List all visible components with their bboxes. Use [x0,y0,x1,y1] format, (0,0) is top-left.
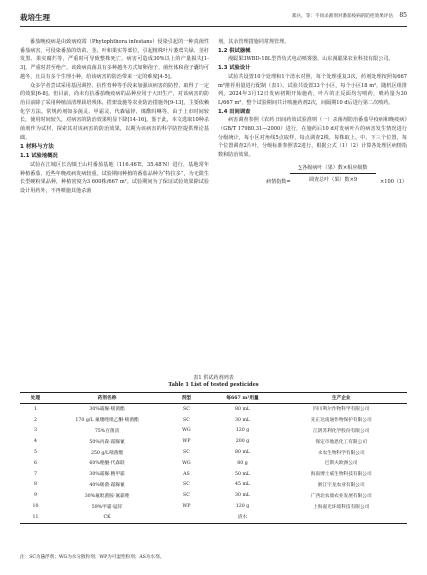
table-cell: 清水 [210,512,276,523]
intro-paragraph-1: 番茄晚疫病是由致病疫霉（Phytophthora infestans）侵染引起的一种真菌性番茄病害，可侵染番茄的幼苗、茎、叶和果实等部位，引起植株叶片萎蔫失绿、茎秆发黑、果实腐烂等，严重时可导致整株死亡，病害可造成30%以上的产量损失[1-3]，严重时甚至绝产。该致病真菌具有多种越冬方式如卵孢子、菌丝体和孢子囊均可越冬，且具有多个生理小种，给该病害的防治带来一定的难度[4-5]。 [20,39,209,80]
table-cell: 6 [33,460,37,466]
table-cell: 1 [33,406,37,412]
table-cell: WP [182,504,191,510]
table-cell: 200 g [235,439,250,445]
table-row [20,447,407,458]
pesticide-table [20,392,407,524]
table-cell: 海南博士威生物科技有限公司 [310,472,372,478]
disease-index-formula [218,160,407,204]
subsection-heading-equipment: 1.2 供试器械 [218,47,251,54]
table-cell [163,512,209,523]
table-row [20,426,407,437]
table-cell: CK [51,512,163,523]
table-caption [20,375,407,389]
table-cell: 80 mL [234,450,250,456]
subsection-heading-survey: 1.4 田间调查 [218,108,251,115]
page-header [20,12,407,27]
equipment-paragraph: 漫聪果3WBD-18L型背负式电动喷雾器，山东漫聪果农业科技有限公司。 [228,56,394,63]
table-cell: 保定市地恩化工有限公司 [315,439,367,445]
table-cell: 250 g/L嘧菌酯 [90,450,124,456]
table-cell: 75%百菌清 [94,428,120,434]
table-cell: 广西北农康农业发展有限公司 [310,493,372,499]
table-cell: 50%丙森·霜脲氰 [89,439,125,445]
table-cell: 50 mL [234,471,250,477]
table-cell: 5 [33,450,37,456]
table-header-row [20,393,407,404]
table-cell: 60%唑醚·代森联 [89,461,125,467]
formula-denominator: 调查总叶（果）数×9 [308,176,358,183]
table-cell: 80 mL [234,406,250,412]
subsection-heading-design: 1.3 试验设计 [218,65,251,72]
table-header-cell: 剂型 [163,393,209,404]
table-cell: SC [182,406,190,412]
table-cell: 170 g/L 氟噻唑吡乙酮·嘧菌酯 [75,418,139,424]
formula-lhs: 病情指数= [266,178,291,185]
intro-paragraph-2: 众多学者尝试采用基因调控、抗性育种等手段来加强该病害的防控，取得了一定的效果[6-8]。但目前，尚未有抗番茄晚疫病的品种应用于大田生产，对该病害的防治目前除了采用种植前清理栽培残体、搭架设施等农业防治措施外[9-13]，主要依赖化学方法。常规药剂如多菌灵、甲霜灵、代森锰锌、烯酰吗啉等，由于上市时间较长，使用时间较久，对病害的防治效果明显下降[14-16]。鉴于此，本文选取10种杀菌剂作为试材，探索其对该病害的防治效果，以期为该病害的科学防控提供理论基础。 [20,82,209,141]
right-column [218,38,407,204]
table-cell: SC [182,417,190,423]
table-cell: SC [182,450,190,456]
table-row [20,490,407,501]
table-header-cell: 每667 m²用量 [210,393,276,404]
table-cell: 先正达南通作物保护有限公司 [310,418,372,424]
table-cell: 30 mL [234,417,250,423]
table-cell: 巴斯夫欧洲公司 [324,461,358,467]
table-cell: SC [182,493,190,499]
table-row [20,436,407,447]
table-cell: 3 [33,428,37,434]
table-footnote: 注：SC为悬浮剂；WG为水分散粒剂；WP为可湿性粉剂；AS为水剂。 [20,555,165,560]
table-cell: 9 [33,493,37,499]
table-cell: 30%霜脲·精甲霜 [89,472,125,478]
table-cell: 8 [33,482,37,488]
table-cell: WG [182,460,191,466]
table-cell: 30%氟吡菌胺·氰霜唑 [84,493,130,499]
table-cell: 浙江宇龙农业有限公司 [317,482,365,488]
table-cell: 80 g [237,460,248,466]
table-cell: 11 [20,512,51,523]
table-cell: 45 mL [234,482,250,488]
table-cell: AS [183,471,190,477]
site-paragraph: 试验在江城区长沟镇王山村番茄基地（116.46′E，35.48′N）进行，基地常年种植番茄，近些年晚疫病发病较重。试验期间种植的番茄品种为“特拉多”，为无限生长型硬粉果品种，种植密度为3 600株/667 m²。试验期间为了保证试验效果除试验设计用药外，不再喷施其他杀菌 [20,161,209,194]
table-row [20,501,407,512]
subsection-heading-site: 1.1 试验地概况 [20,153,58,160]
section-heading-materials: 1 材料与方法 [20,144,54,151]
survey-paragraph: 病害调查参照《农药 田间药效试验准则（一）杀菌剂防治番茄早疫病和晚疫病》（GB/T 17980.31—2000）进行，在施药后10 d对发病叶片的病害发生情况进行分级统计，每小区对角线5点取样，每点调查2株，每株取上、中、下三个位置，每个位置调查2片叶，分级标准参照表2进行，根据公式（1）（2）计算各处理区病情指数和防治效果。 [218,117,407,159]
table-header-cell: 药剂名称 [51,393,163,404]
table-cell: WG [182,428,191,434]
table-row [20,512,407,523]
table-cell: 59%甲霜·锰锌 [91,504,123,510]
table-cell: 120 g [235,428,250,434]
formula-multiplier: ×100 [380,178,394,185]
table-cell: 40%嘧菌·霜脲氰 [89,482,125,488]
table-cell: 四川利尔作物科学有限公司 [313,407,370,413]
table-row [20,480,407,491]
table-body [20,404,407,524]
table-row [20,415,407,426]
table-cell [275,512,407,523]
design-paragraph: 试验共设置10个处理和1个清水对照，每个处理重复3次，药剂处理按照每667 m²推荐用量进行配制（表1）。试验共设置33个小区，每个小区18 m²，随机区组排列。2024年3月12日发病初期开始施药，叶片的正反面均匀喷药，喷药量为30 L/667 m²，整个试验期间共计喷施药剂2次，间隔期10 d后进行第二次喷药。 [218,73,407,106]
site-paragraph-continued: 剂，其余管理措施同常规管理。 [218,39,290,45]
table-cell: 120 g [235,504,250,510]
table-cell: 7 [33,471,37,477]
table-cell: 10 [32,504,39,510]
table-cell: WP [182,439,191,445]
table-cell: 30%霜脲·嘧菌酯 [89,407,125,413]
table-cell: 江阴苏利化学股份有限公司 [313,428,370,434]
table-cell: 上海嘉光环境科技有限公司 [313,504,370,510]
table-cell: 4 [33,439,37,445]
table-cell: 2 [33,417,37,423]
running-title: 郑兵，等：不同杀菌剂对番茄疫病的防控效果评估 [291,14,393,19]
left-column [20,38,209,196]
table-row [20,458,407,469]
table-caption-en: Table 1 List of tested pesticides [168,382,259,388]
formula-numerator: ∑各级病叶（果）数×相应级数 [290,164,376,174]
table-caption-cn: 表1 供试药剂列表 [193,375,234,381]
table-header-cell: 生产企业 [275,393,407,404]
formula-number: （1） [393,178,407,185]
table-cell: 永农生物科学有限公司 [317,450,365,456]
table-cell: 30 mL [234,493,250,499]
table-row [20,404,407,415]
table-cell: SC [182,482,190,488]
journal-name: 栽培生理 [20,13,50,22]
page-number: 85 [399,12,407,19]
table-header-cell: 处理 [20,393,51,404]
table-row [20,469,407,480]
